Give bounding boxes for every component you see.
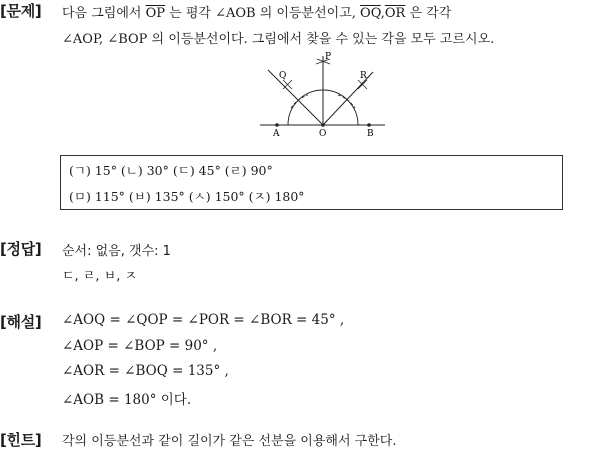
problem-line1-mid: 는 평각 ∠AOB 의 이등분선이고, xyxy=(169,6,356,21)
hint-tag: [힌트] xyxy=(0,431,42,449)
problem-line-2: ∠AOP, ∠BOP 의 이등분선이다. 그림에서 찾을 수 있는 각을 모두 고르시오. xyxy=(62,32,495,47)
explanation-line-1: ∠AOQ = ∠QOP = ∠POR = ∠BOR = 45° , xyxy=(62,312,345,328)
label-r: R xyxy=(360,71,367,81)
hint-text: 각의 이등분선과 같이 길이가 같은 선분을 이용해서 구한다. xyxy=(62,434,397,449)
label-b: B xyxy=(367,129,374,139)
label-p: P xyxy=(325,52,332,62)
point-o xyxy=(321,123,325,127)
point-a xyxy=(275,123,279,127)
segment-or: $\overline{OR}$ xyxy=(384,6,406,21)
choices-row-2: (ㅁ) 115° (ㅂ) 135° (ㅅ) 150° (ㅈ) 180° xyxy=(69,189,305,204)
answer-line-2: ㄷ, ㄹ, ㅂ, ㅈ xyxy=(62,269,138,284)
explanation-tag: [해설] xyxy=(0,313,42,331)
explanation-line-4: ∠AOB = 180° 이다. xyxy=(62,392,192,408)
problem-line-1 xyxy=(62,2,451,21)
angle-bisector-figure xyxy=(250,50,395,142)
problem-line1-pre: 다음 그림에서 xyxy=(62,6,142,21)
segment-comma: , xyxy=(380,6,385,21)
point-b xyxy=(367,123,371,127)
choices-box xyxy=(60,155,563,210)
ray-oq xyxy=(268,70,323,125)
answer-tag: [정답] xyxy=(0,240,42,258)
label-a: A xyxy=(273,129,280,139)
explanation-line-2: ∠AOP = ∠BOP = 90° , xyxy=(62,338,218,354)
problem-line1-post: 은 각각 xyxy=(409,6,452,21)
explanation-line-3: ∠AOR = ∠BOQ = 135° , xyxy=(62,363,229,379)
answer-line-1: 순서: 없음, 갯수: 1 xyxy=(62,244,171,259)
segment-oq: $\overline{OQ}$ xyxy=(360,6,381,21)
label-q: Q xyxy=(279,71,287,81)
label-o: O xyxy=(319,129,327,139)
choices-row-1: (ㄱ) 15° (ㄴ) 30° (ㄷ) 45° (ㄹ) 90° xyxy=(69,163,273,178)
segment-op: $\overline{OP}$ xyxy=(145,6,166,21)
problem-tag: [문제] xyxy=(0,2,42,20)
